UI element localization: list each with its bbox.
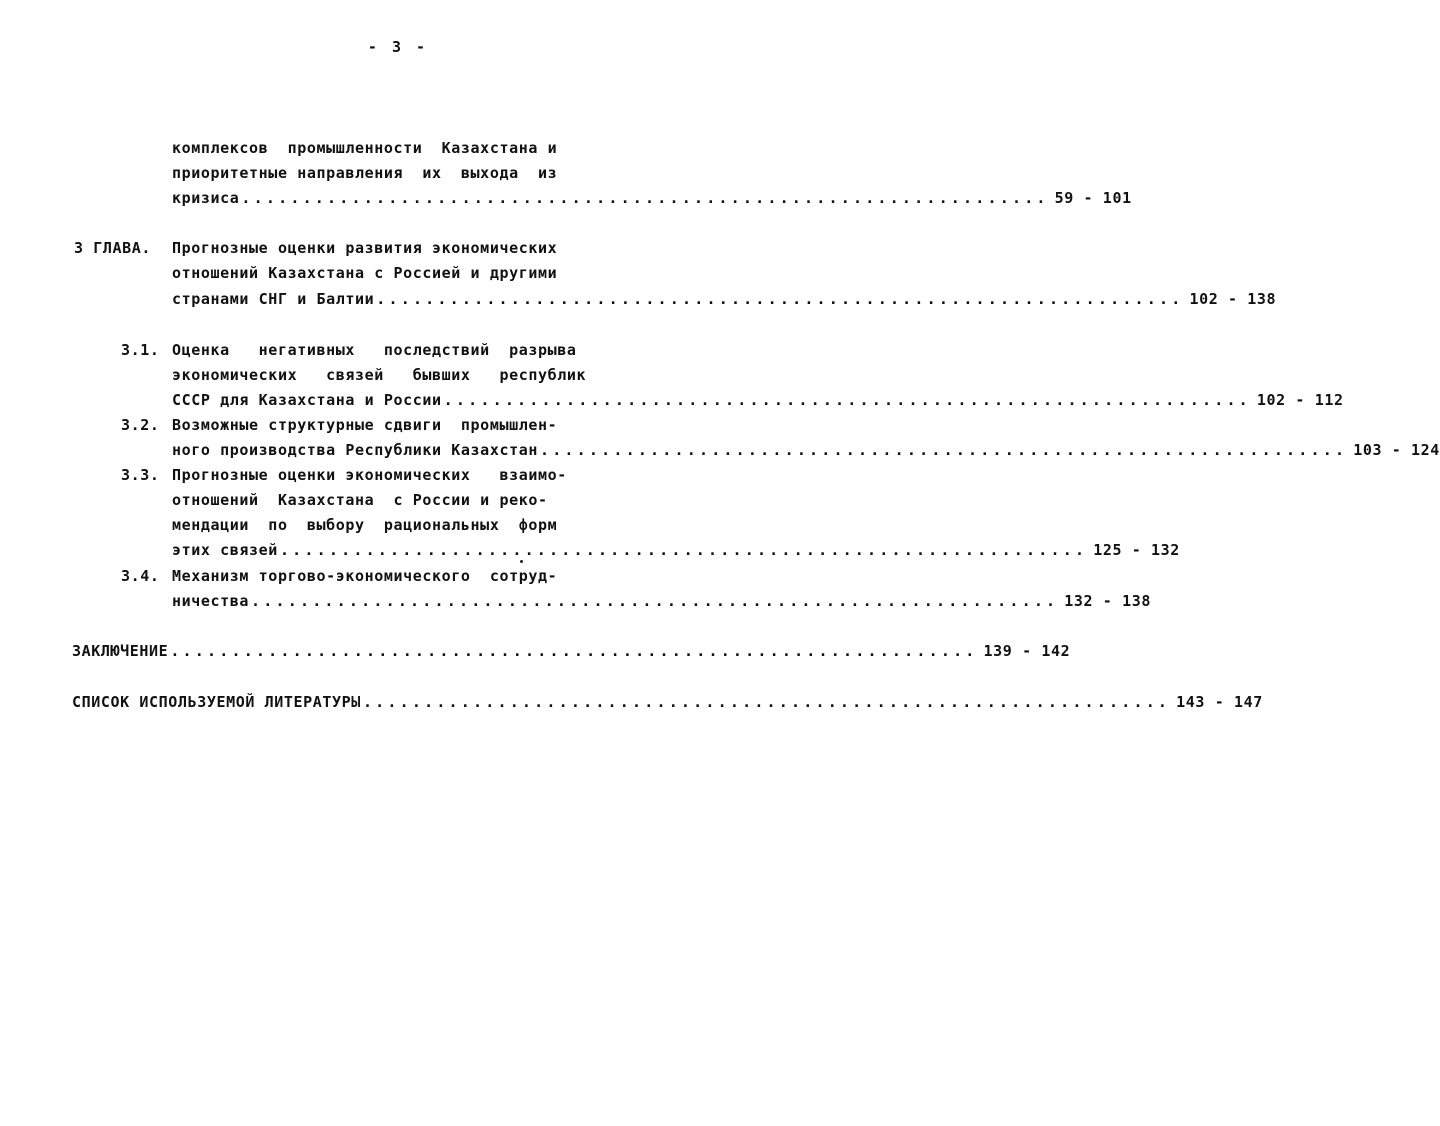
- toc-chapter-3-label: 3 ГЛАВА.: [74, 239, 152, 257]
- toc-section-3-4-pages: 132 - 138: [1064, 592, 1151, 610]
- toc-section-3-4-text: ничества: [172, 592, 250, 610]
- dot-leader: ..................................................................: [362, 693, 1171, 711]
- toc-section-3-1-line-1: Оценка негативных последствий разрыва: [172, 341, 577, 359]
- toc-conclusion: [72, 641, 1071, 661]
- toc-section-3-1-label: 3.1.: [121, 341, 160, 359]
- toc-cont-text: кризиса: [172, 189, 240, 207]
- toc-section-3-4-line-1: Механизм торгово-экономического сотруд-: [172, 567, 558, 585]
- toc-section-3-3-line-3: мендации по выбору рациональных форм: [172, 516, 558, 534]
- dot-leader: ..................................................................: [241, 189, 1049, 207]
- dot-leader: ..................................................................: [279, 541, 1088, 559]
- dot-leader: ..................................................................: [170, 642, 978, 660]
- toc-section-3-4-label: 3.4.: [121, 567, 160, 585]
- toc-conclusion-label: ЗАКЛЮЧЕНИЕ: [72, 642, 169, 660]
- toc-chapter-3-line-3: [172, 289, 1277, 309]
- toc-cont-pages: 59 - 101: [1054, 189, 1132, 207]
- dot-leader: ..................................................................: [539, 441, 1348, 459]
- toc-section-3-1-line-3: [172, 390, 1344, 410]
- toc-section-3-3-pages: 125 - 132: [1093, 541, 1180, 559]
- toc-chapter-3-text: странами СНГ и Балтии: [172, 290, 375, 308]
- toc-section-3-3-label: 3.3.: [121, 466, 160, 484]
- toc-section-3-3-line-1: Прогнозные оценки экономических взаимо-: [172, 466, 567, 484]
- dot-leader: ..................................................................: [251, 592, 1059, 610]
- toc-conclusion-pages: 139 - 142: [983, 642, 1071, 660]
- dot-leader: ..................................................................: [376, 290, 1184, 308]
- toc-references: [72, 692, 1263, 712]
- toc-section-3-1-line-2: экономических связей бывших республик: [172, 366, 587, 384]
- toc-section-3-4-line-2: [172, 591, 1151, 611]
- toc-chapter-3-line-2: отношений Казахстана с Россией и другими: [172, 264, 558, 282]
- toc-cont-line-1: комплексов промышленности Казахстана и: [172, 139, 558, 157]
- toc-cont-line-3: [172, 188, 1132, 208]
- toc-section-3-2-line-2: [172, 440, 1440, 460]
- toc-section-3-2-line-1: Возможные структурные сдвиги промышлен-: [172, 416, 558, 434]
- print-speck: [520, 560, 523, 563]
- toc-section-3-1-text: СССР для Казахстана и России: [172, 391, 442, 409]
- toc-section-3-2-label: 3.2.: [121, 416, 160, 434]
- toc-chapter-3-pages: 102 - 138: [1189, 290, 1277, 308]
- page-number: - 3 -: [367, 38, 429, 56]
- toc-references-label: СПИСОК ИСПОЛЬЗУЕМОЙ ЛИТЕРАТУРЫ: [72, 693, 361, 711]
- dot-leader: ..................................................................: [443, 391, 1251, 409]
- toc-section-3-3-line-2: отношений Казахстана с России и реко-: [172, 491, 548, 509]
- toc-chapter-3-line-1: Прогнозные оценки развития экономических: [172, 239, 558, 257]
- toc-section-3-3-line-4: [172, 540, 1180, 560]
- toc-section-3-2-text: ного производства Республики Казахстан: [172, 441, 538, 459]
- toc-section-3-1-pages: 102 - 112: [1256, 391, 1344, 409]
- toc-section-3-2-pages: 103 - 124: [1353, 441, 1440, 459]
- toc-section-3-3-text: этих связей: [172, 541, 278, 559]
- toc-cont-line-2: приоритетные направления их выхода из: [172, 164, 558, 182]
- toc-references-pages: 143 - 147: [1176, 693, 1263, 711]
